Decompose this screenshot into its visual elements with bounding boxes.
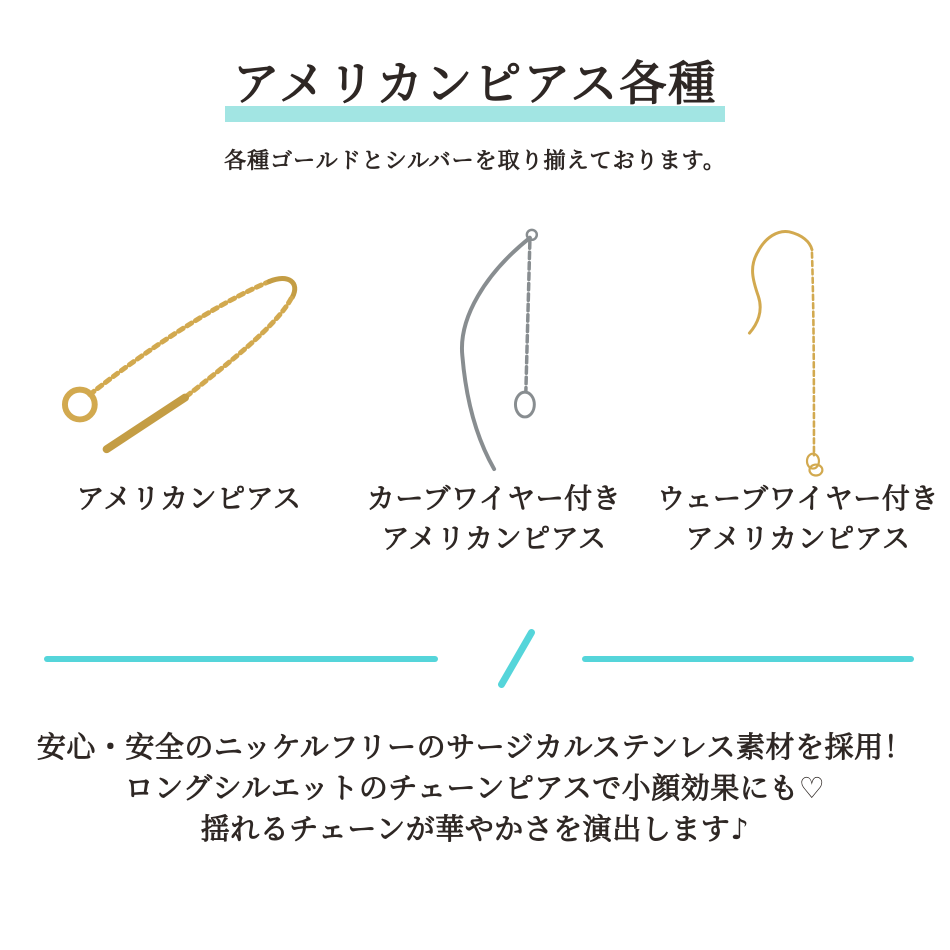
product-name-line2: アメリカンピアス xyxy=(381,521,607,555)
chain-icon xyxy=(526,242,530,391)
product-name-line1: ウェーブワイヤー付き xyxy=(657,481,939,515)
ring-icon xyxy=(515,392,534,417)
product-curve-wire xyxy=(342,209,646,559)
product-name-line2: アメリカンピアス xyxy=(685,521,911,555)
silver-curve-wire-earring-image xyxy=(410,209,610,477)
gold-threader-earring-image xyxy=(42,209,342,477)
product-label xyxy=(367,479,621,559)
header xyxy=(0,0,950,175)
curve-wire-icon xyxy=(462,238,530,469)
section-divider xyxy=(0,617,950,701)
page-title xyxy=(0,56,950,122)
product-name-line1: カーブワイヤー付き xyxy=(366,481,622,515)
chain-icon xyxy=(90,281,270,394)
bar-post-icon xyxy=(107,397,185,449)
description-line3: 揺れるチェーンが華やかさを演出します♪ xyxy=(200,811,750,846)
product-label xyxy=(77,479,302,519)
gold-wave-wire-earring-image xyxy=(708,209,908,477)
slash-mark-icon xyxy=(497,627,537,689)
description xyxy=(0,727,950,850)
chain-icon xyxy=(812,252,814,454)
subtitle: 各種ゴールドとシルバーを取り揃えております。 xyxy=(224,148,726,174)
product-row xyxy=(0,209,950,559)
product-label xyxy=(657,479,939,559)
clasp-icon xyxy=(269,278,294,297)
divider-line-left xyxy=(44,656,438,662)
description-line2: ロングシルエットのチェーンピアスで小顔効果にも♡ xyxy=(124,770,826,805)
chain-icon xyxy=(186,298,291,396)
title-highlight: アメリカンピアス各種 xyxy=(225,56,726,122)
product-name-line1: アメリカンピアス xyxy=(76,481,302,515)
description-line1: 安心・安全のニッケルフリーのサージカルステンレス素材を採用！ xyxy=(36,729,914,764)
product-gold-threader xyxy=(0,209,342,559)
product-wave-wire xyxy=(646,209,950,559)
wave-wire-icon xyxy=(749,231,812,333)
divider-line-right xyxy=(582,656,914,662)
